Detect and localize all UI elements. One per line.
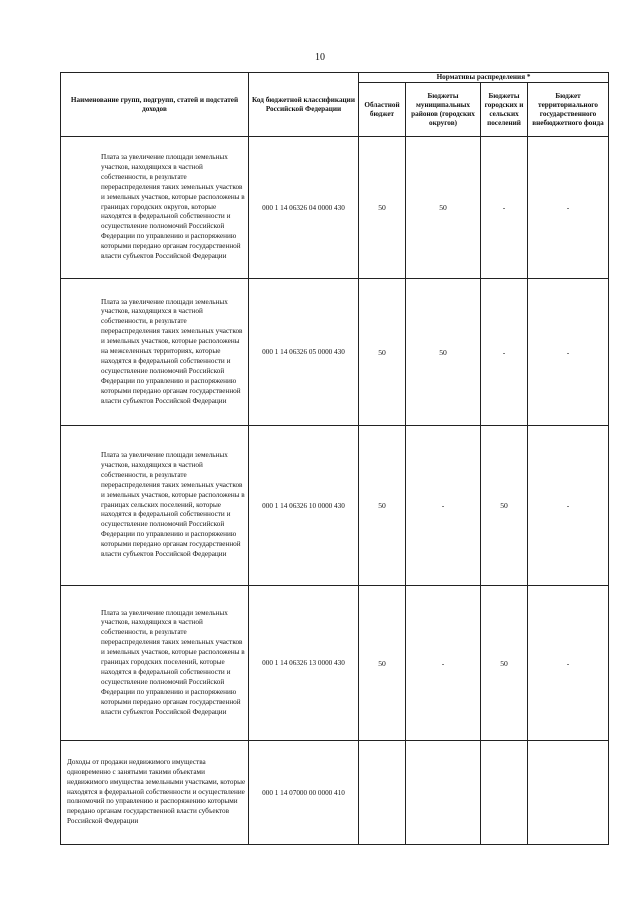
row-name: Плата за увеличение площади земельных участков, находящихся в частной собственности, в результате перераспределения таких земельных участков и земельных участков, которые расположены в границах городских округов, которые находятся в федеральной собственности и осуществление полномочий Российской Федерации по управлению и распоряжению которыми передано органам государственной власти субъектов Российской Федерации	[61, 137, 249, 279]
row-settlements: 50	[481, 426, 528, 586]
header-normatives: Нормативы распределения *	[359, 73, 609, 83]
header-settlements: Бюджеты городских и сельских поселений	[481, 83, 528, 137]
row-code: 000 1 14 06326 05 0000 430	[249, 279, 359, 426]
row-regional	[359, 741, 406, 845]
row-regional: 50	[359, 279, 406, 426]
row-offbudget: -	[528, 586, 609, 741]
table-row	[61, 137, 609, 279]
header-regional: Областной бюджет	[359, 83, 406, 137]
table-row	[61, 586, 609, 741]
revenue-distribution-table	[60, 72, 609, 845]
table-row	[61, 741, 609, 845]
row-code: 000 1 14 06326 04 0000 430	[249, 137, 359, 279]
row-settlements: -	[481, 137, 528, 279]
row-municipal: -	[406, 586, 481, 741]
row-municipal	[406, 741, 481, 845]
row-municipal: -	[406, 426, 481, 586]
row-name: Плата за увеличение площади земельных участков, находящихся в частной собственности, в результате перераспределения таких земельных участков и земельных участков, которые расположены в границах городских поселений, которые находятся в федеральной собственности и осуществление полномочий Российской Федерации по управлению и распоряжению которыми передано органам государственной власти субъектов Российской Федерации	[61, 586, 249, 741]
row-settlements	[481, 741, 528, 845]
header-municipal: Бюджеты муниципальных районов (городских округов)	[406, 83, 481, 137]
row-name: Плата за увеличение площади земельных участков, находящихся в частной собственности, в результате перераспределения таких земельных участков и земельных участков, которые расположены на межселенных территориях, которые находятся в федеральной собственности и осуществление полномочий Российской Федерации по управлению и распоряжению которыми передано органам государственной власти субъектов Российской Федерации	[61, 279, 249, 426]
row-name: Плата за увеличение площади земельных участков, находящихся в частной собственности, в результате перераспределения таких земельных участков и земельных участков, которые расположены в границах сельских поселений, которые находятся в федеральной собственности и осуществление полномочий Российской Федерации по управлению и распоряжению которыми передано органам государственной власти субъектов Российской Федерации	[61, 426, 249, 586]
table-row	[61, 279, 609, 426]
header-name: Наименование групп, подгрупп, статей и подстатей доходов	[61, 73, 249, 137]
row-code: 000 1 14 06326 10 0000 430	[249, 426, 359, 586]
row-name: Доходы от продажи недвижимого имущества одновременно с занятыми такими объектами недвижимого имущества земельными участками, которые находятся в федеральной собственности и осуществление полномочий по управлению и распоряжению которыми передано органам государственной власти субъектов Российской Федерации	[61, 741, 249, 845]
header-offbudget: Бюджет территориального государственного внебюджетного фонда	[528, 83, 609, 137]
table-row	[61, 426, 609, 586]
row-code: 000 1 14 07000 00 0000 410	[249, 741, 359, 845]
row-regional: 50	[359, 586, 406, 741]
row-municipal: 50	[406, 279, 481, 426]
row-offbudget: -	[528, 426, 609, 586]
row-offbudget	[528, 741, 609, 845]
row-settlements: -	[481, 279, 528, 426]
row-code: 000 1 14 06326 13 0000 430	[249, 586, 359, 741]
row-offbudget: -	[528, 279, 609, 426]
row-municipal: 50	[406, 137, 481, 279]
header-code: Код бюджетной классификации Российской Федерации	[249, 73, 359, 137]
row-regional: 50	[359, 426, 406, 586]
row-regional: 50	[359, 137, 406, 279]
page-number: 10	[315, 52, 325, 63]
row-offbudget: -	[528, 137, 609, 279]
row-settlements: 50	[481, 586, 528, 741]
